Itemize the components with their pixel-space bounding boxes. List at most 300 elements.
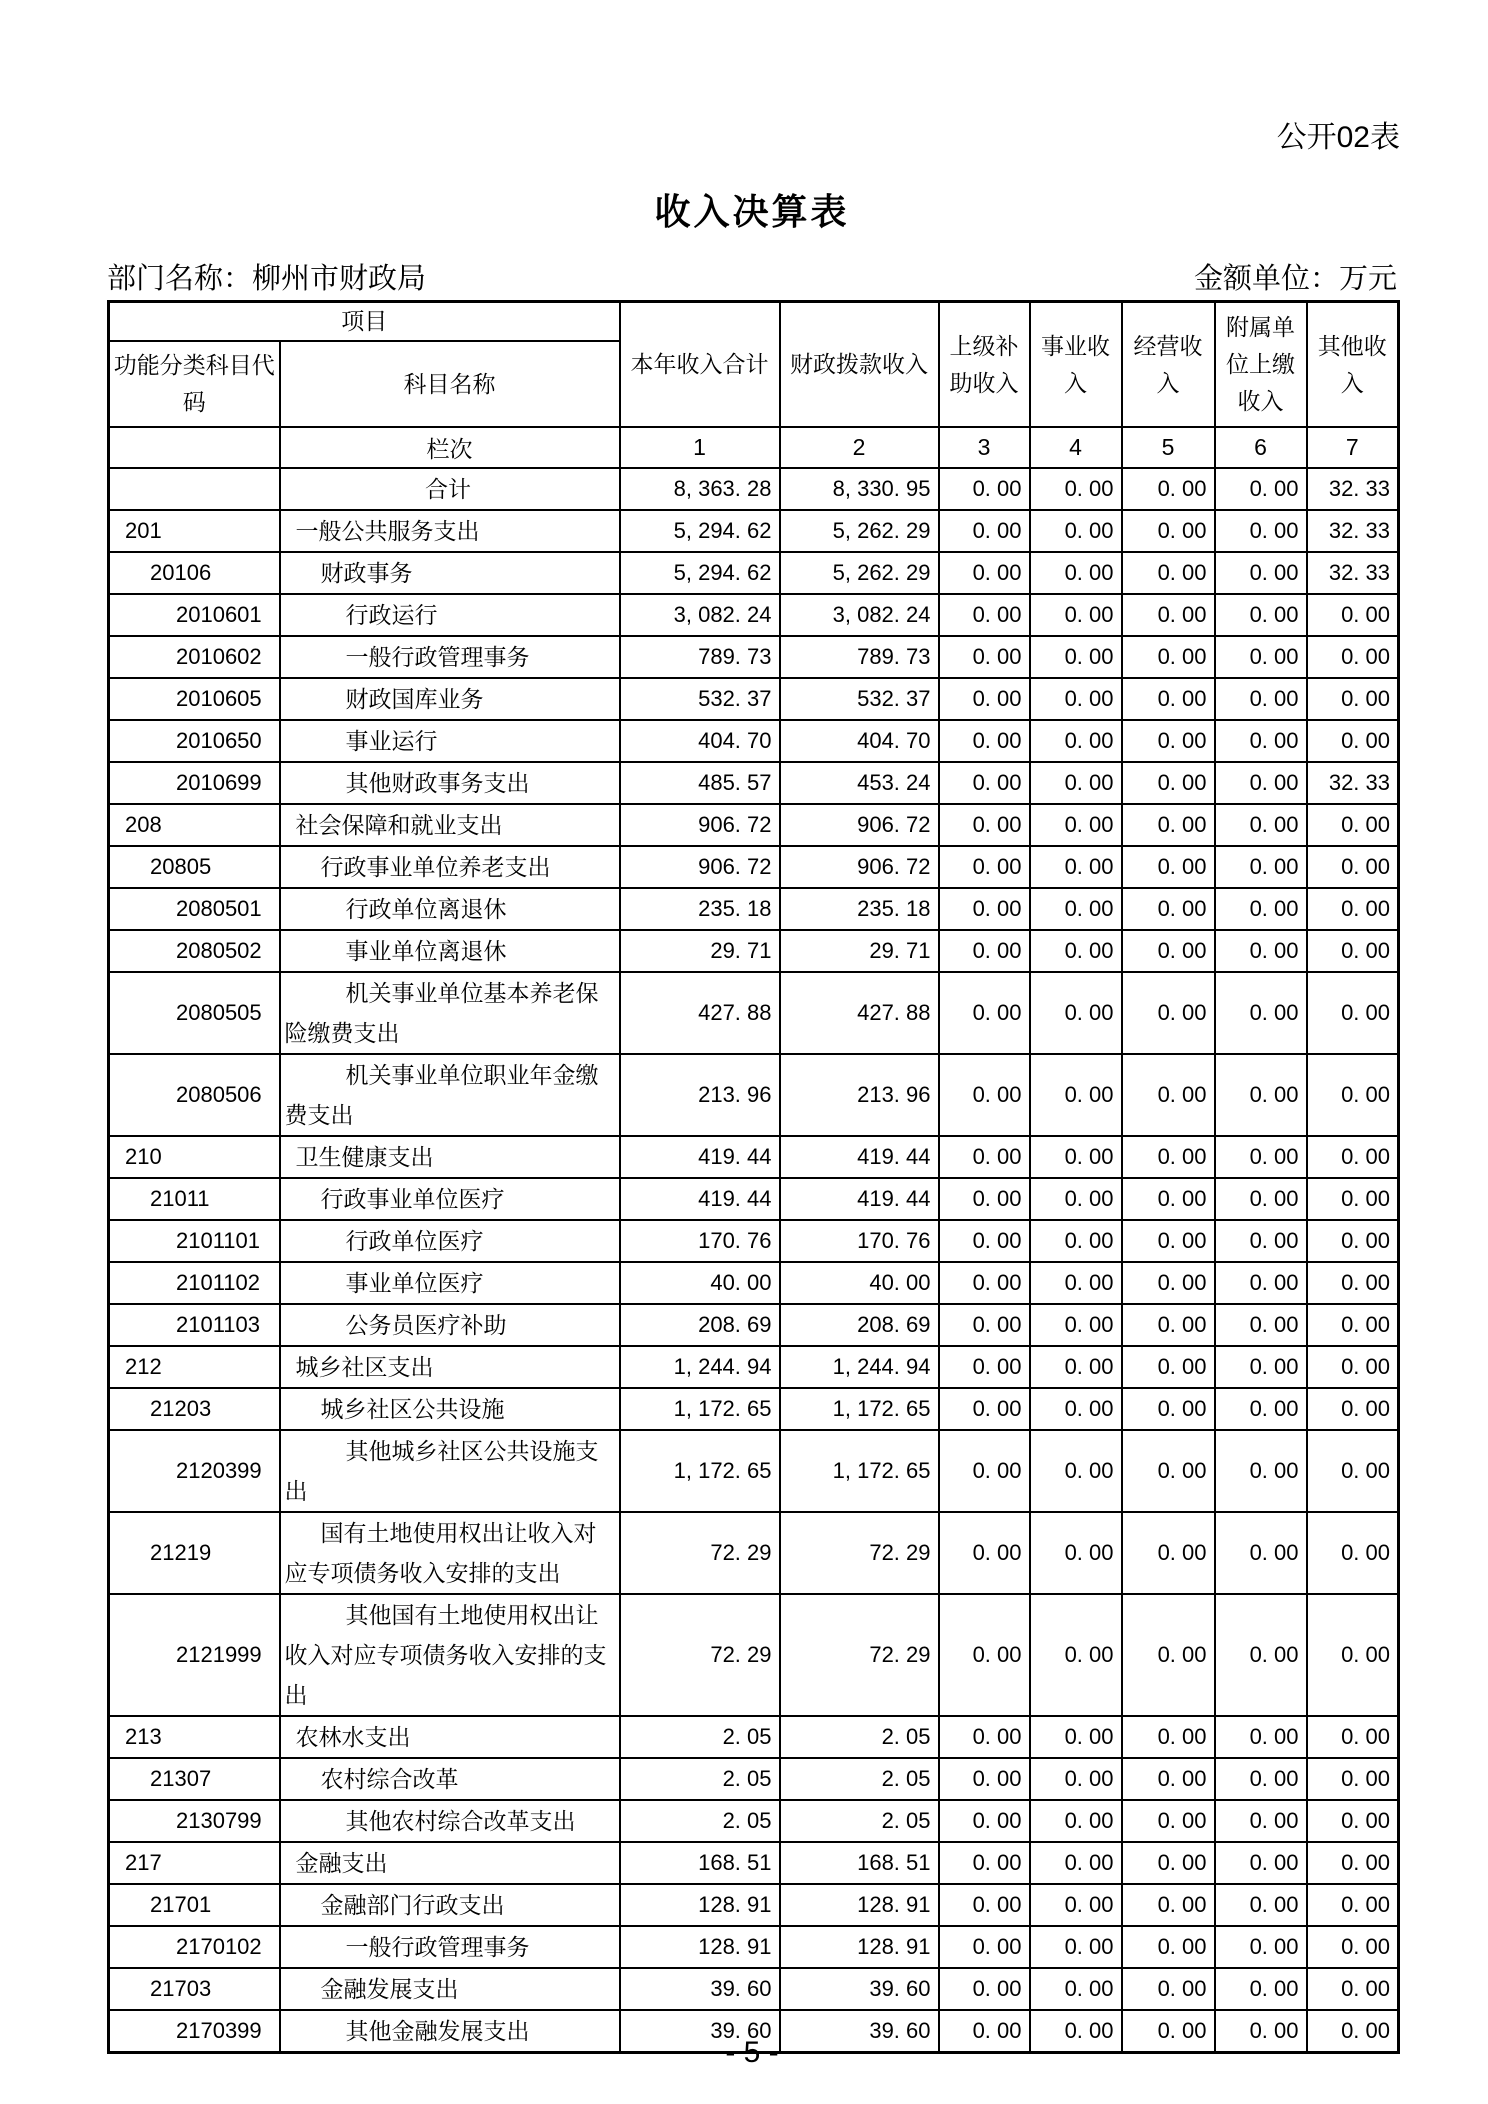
value-cell: 0. 00 (1215, 1926, 1307, 1968)
value-cell: 0. 00 (939, 1842, 1030, 1884)
value-cell: 0. 00 (1215, 930, 1307, 972)
value-cell: 0. 00 (1030, 1262, 1122, 1304)
code-cell: 20805 (109, 846, 280, 888)
value-cell: 0. 00 (1030, 636, 1122, 678)
value-cell: 0. 00 (1030, 1716, 1122, 1758)
value-cell: 0. 00 (939, 762, 1030, 804)
value-cell: 8, 330. 95 (780, 468, 939, 510)
value-cell: 0. 00 (1307, 1926, 1399, 1968)
value-cell: 0. 00 (939, 1800, 1030, 1842)
value-cell: 213. 96 (780, 1054, 939, 1136)
subject-name-cell: 一般公共服务支出 (280, 510, 620, 552)
value-cell: 0. 00 (1215, 1884, 1307, 1926)
col-header-superior-subsidy: 上级补助收入 (939, 302, 1030, 428)
value-cell: 29. 71 (780, 930, 939, 972)
value-cell: 0. 00 (1215, 1842, 1307, 1884)
value-cell: 0. 00 (1307, 720, 1399, 762)
value-cell: 0. 00 (1307, 1716, 1399, 1758)
subject-name-cell: 合计 (280, 468, 620, 510)
value-cell: 0. 00 (1030, 1842, 1122, 1884)
value-cell: 0. 00 (1122, 1430, 1215, 1512)
subject-name-cell: 行政运行 (280, 594, 620, 636)
value-cell: 3, 082. 24 (780, 594, 939, 636)
value-cell: 208. 69 (620, 1304, 780, 1346)
value-cell: 404. 70 (780, 720, 939, 762)
table-row (109, 1430, 1399, 1512)
value-cell: 2. 05 (780, 1758, 939, 1800)
value-cell: 0. 00 (1215, 1304, 1307, 1346)
value-cell: 0. 00 (1307, 972, 1399, 1054)
value-cell: 0. 00 (1030, 594, 1122, 636)
column-number: 5 (1122, 427, 1215, 468)
value-cell: 5, 294. 62 (620, 510, 780, 552)
code-cell: 217 (109, 1842, 280, 1884)
column-number: 1 (620, 427, 780, 468)
value-cell: 0. 00 (1215, 1758, 1307, 1800)
column-number: 6 (1215, 427, 1307, 468)
value-cell: 0. 00 (1122, 1388, 1215, 1430)
value-cell: 0. 00 (1307, 1594, 1399, 1716)
subject-name-header: 科目名称 (280, 341, 620, 427)
value-cell: 2. 05 (620, 1800, 780, 1842)
value-cell: 0. 00 (1215, 1136, 1307, 1178)
subject-name-cell: 公务员医疗补助 (280, 1304, 620, 1346)
value-cell: 906. 72 (620, 846, 780, 888)
value-cell: 0. 00 (1307, 1430, 1399, 1512)
table-row (109, 888, 1399, 930)
project-header: 项目 (109, 302, 620, 342)
value-cell: 0. 00 (1030, 468, 1122, 510)
value-cell: 0. 00 (1307, 1054, 1399, 1136)
value-cell: 1, 244. 94 (620, 1346, 780, 1388)
value-cell: 0. 00 (1215, 1262, 1307, 1304)
subject-name-cell: 行政单位离退休 (280, 888, 620, 930)
value-cell: 0. 00 (1030, 930, 1122, 972)
value-cell: 8, 363. 28 (620, 468, 780, 510)
income-final-accounts-table (107, 300, 1400, 2054)
value-cell: 0. 00 (1215, 720, 1307, 762)
value-cell: 427. 88 (780, 972, 939, 1054)
subject-name-cell: 事业运行 (280, 720, 620, 762)
code-cell: 2170399 (109, 2010, 280, 2053)
value-cell: 0. 00 (1122, 1512, 1215, 1594)
value-cell: 0. 00 (1215, 552, 1307, 594)
value-cell: 2. 05 (780, 1800, 939, 1842)
value-cell: 0. 00 (1215, 468, 1307, 510)
value-cell: 0. 00 (1122, 594, 1215, 636)
value-cell: 0. 00 (939, 930, 1030, 972)
value-cell: 0. 00 (1307, 1262, 1399, 1304)
value-cell: 0. 00 (939, 468, 1030, 510)
value-cell: 0. 00 (1030, 678, 1122, 720)
code-cell: 2101101 (109, 1220, 280, 1262)
value-cell: 0. 00 (1030, 888, 1122, 930)
value-cell: 0. 00 (939, 1884, 1030, 1926)
code-cell: 21203 (109, 1388, 280, 1430)
table-row (109, 930, 1399, 972)
subject-name-cell: 农村综合改革 (280, 1758, 620, 1800)
value-cell: 0. 00 (939, 678, 1030, 720)
table-row (109, 552, 1399, 594)
value-cell: 0. 00 (1122, 678, 1215, 720)
table-row (109, 1716, 1399, 1758)
value-cell: 0. 00 (1307, 1178, 1399, 1220)
table-row (109, 972, 1399, 1054)
value-cell: 0. 00 (1122, 1800, 1215, 1842)
value-cell: 0. 00 (1215, 846, 1307, 888)
code-cell: 2010601 (109, 594, 280, 636)
value-cell: 0. 00 (1122, 1220, 1215, 1262)
subject-name-cell: 一般行政管理事务 (280, 636, 620, 678)
value-cell: 0. 00 (939, 846, 1030, 888)
value-cell: 32. 33 (1307, 552, 1399, 594)
value-cell: 0. 00 (1307, 1968, 1399, 2010)
value-cell: 427. 88 (620, 972, 780, 1054)
value-cell: 0. 00 (939, 1262, 1030, 1304)
lanci-cell: 栏次 (280, 427, 620, 468)
value-cell: 5, 262. 29 (780, 552, 939, 594)
code-cell (109, 468, 280, 510)
table-row (109, 1220, 1399, 1262)
subject-name-cell: 金融支出 (280, 1842, 620, 1884)
value-cell: 0. 00 (1215, 1968, 1307, 2010)
value-cell: 2. 05 (620, 1716, 780, 1758)
value-cell: 0. 00 (1122, 1178, 1215, 1220)
value-cell: 0. 00 (939, 1716, 1030, 1758)
value-cell: 419. 44 (780, 1178, 939, 1220)
value-cell: 0. 00 (1030, 1800, 1122, 1842)
value-cell: 0. 00 (1215, 1178, 1307, 1220)
value-cell: 0. 00 (1030, 1758, 1122, 1800)
subject-name-cell: 社会保障和就业支出 (280, 804, 620, 846)
code-cell: 2170102 (109, 1926, 280, 1968)
subject-name-cell: 其他农村综合改革支出 (280, 1800, 620, 1842)
value-cell: 235. 18 (780, 888, 939, 930)
value-cell: 0. 00 (939, 972, 1030, 1054)
code-cell: 212 (109, 1346, 280, 1388)
value-cell: 0. 00 (1122, 1304, 1215, 1346)
table-row (109, 1926, 1399, 1968)
code-header: 功能分类科目代码 (109, 341, 280, 427)
value-cell: 404. 70 (620, 720, 780, 762)
value-cell: 0. 00 (1215, 636, 1307, 678)
col-header-business-income: 事业收入 (1030, 302, 1122, 428)
value-cell: 32. 33 (1307, 510, 1399, 552)
table-row (109, 1842, 1399, 1884)
value-cell: 0. 00 (939, 1430, 1030, 1512)
value-cell: 0. 00 (1122, 1758, 1215, 1800)
value-cell: 72. 29 (620, 1512, 780, 1594)
department-label: 部门名称：柳州市财政局 (107, 263, 427, 295)
value-cell: 72. 29 (780, 1594, 939, 1716)
subject-name-cell: 城乡社区公共设施 (280, 1388, 620, 1430)
table-row (109, 678, 1399, 720)
value-cell: 0. 00 (1030, 804, 1122, 846)
value-cell: 0. 00 (1307, 1220, 1399, 1262)
code-cell: 21011 (109, 1178, 280, 1220)
code-cell: 21219 (109, 1512, 280, 1594)
code-cell: 210 (109, 1136, 280, 1178)
subject-name-cell: 行政事业单位养老支出 (280, 846, 620, 888)
table-row (109, 510, 1399, 552)
code-cell: 2010605 (109, 678, 280, 720)
column-number-row (109, 427, 1399, 468)
value-cell: 906. 72 (780, 846, 939, 888)
code-cell: 2010699 (109, 762, 280, 804)
value-cell: 0. 00 (1307, 2010, 1399, 2053)
table-row (109, 1054, 1399, 1136)
code-cell: 213 (109, 1716, 280, 1758)
value-cell: 0. 00 (1122, 1594, 1215, 1716)
table-row (109, 468, 1399, 510)
value-cell: 0. 00 (1030, 552, 1122, 594)
column-number: 7 (1307, 427, 1399, 468)
value-cell: 0. 00 (1215, 510, 1307, 552)
value-cell: 0. 00 (939, 594, 1030, 636)
value-cell: 0. 00 (1122, 552, 1215, 594)
value-cell: 0. 00 (1030, 2010, 1122, 2053)
value-cell: 0. 00 (1122, 1136, 1215, 1178)
value-cell: 0. 00 (939, 888, 1030, 930)
value-cell: 0. 00 (939, 2010, 1030, 2053)
value-cell: 419. 44 (620, 1178, 780, 1220)
value-cell: 0. 00 (1122, 468, 1215, 510)
value-cell: 5, 262. 29 (780, 510, 939, 552)
value-cell: 0. 00 (939, 1512, 1030, 1594)
value-cell: 2. 05 (620, 1758, 780, 1800)
value-cell: 0. 00 (1030, 1430, 1122, 1512)
value-cell: 0. 00 (939, 1388, 1030, 1430)
value-cell: 0. 00 (1307, 594, 1399, 636)
value-cell: 0. 00 (1307, 1388, 1399, 1430)
value-cell: 0. 00 (1122, 1346, 1215, 1388)
value-cell: 0. 00 (939, 1594, 1030, 1716)
table-row (109, 1262, 1399, 1304)
value-cell: 0. 00 (1122, 1968, 1215, 2010)
value-cell: 128. 91 (620, 1884, 780, 1926)
table-row (109, 1758, 1399, 1800)
subject-name-cell: 金融发展支出 (280, 1968, 620, 2010)
subject-name-cell: 卫生健康支出 (280, 1136, 620, 1178)
value-cell: 0. 00 (1122, 804, 1215, 846)
value-cell: 0. 00 (1122, 762, 1215, 804)
subject-name-cell: 机关事业单位基本养老保险缴费支出 (280, 972, 620, 1054)
subject-name-cell: 行政事业单位医疗 (280, 1178, 620, 1220)
value-cell: 0. 00 (1030, 510, 1122, 552)
value-cell: 0. 00 (939, 1346, 1030, 1388)
value-cell: 32. 33 (1307, 468, 1399, 510)
table-row (109, 846, 1399, 888)
value-cell: 906. 72 (780, 804, 939, 846)
value-cell: 532. 37 (780, 678, 939, 720)
value-cell: 0. 00 (1122, 1884, 1215, 1926)
value-cell: 0. 00 (939, 1758, 1030, 1800)
value-cell: 0. 00 (1030, 1926, 1122, 1968)
value-cell: 170. 76 (780, 1220, 939, 1262)
value-cell: 0. 00 (939, 1178, 1030, 1220)
code-cell: 2121999 (109, 1594, 280, 1716)
value-cell: 0. 00 (1030, 1884, 1122, 1926)
value-cell: 0. 00 (1030, 1220, 1122, 1262)
column-number: 4 (1030, 427, 1122, 468)
value-cell: 0. 00 (1307, 1842, 1399, 1884)
value-cell: 0. 00 (1215, 888, 1307, 930)
code-cell: 201 (109, 510, 280, 552)
value-cell: 0. 00 (1215, 972, 1307, 1054)
value-cell: 419. 44 (780, 1136, 939, 1178)
table-row (109, 1512, 1399, 1594)
col-header-fiscal-appropriation: 财政拨款收入 (780, 302, 939, 428)
code-cell: 2080501 (109, 888, 280, 930)
value-cell: 0. 00 (1030, 1054, 1122, 1136)
code-cell: 2101102 (109, 1262, 280, 1304)
empty-cell (109, 427, 280, 468)
value-cell: 0. 00 (1215, 1594, 1307, 1716)
subject-name-cell: 城乡社区支出 (280, 1346, 620, 1388)
value-cell: 0. 00 (1307, 804, 1399, 846)
value-cell: 0. 00 (1122, 1716, 1215, 1758)
value-cell: 72. 29 (780, 1512, 939, 1594)
subject-name-cell: 财政国库业务 (280, 678, 620, 720)
code-cell: 21307 (109, 1758, 280, 1800)
value-cell: 0. 00 (1215, 1220, 1307, 1262)
code-cell: 2130799 (109, 1800, 280, 1842)
value-cell: 0. 00 (1215, 1800, 1307, 1842)
value-cell: 0. 00 (1122, 888, 1215, 930)
column-number: 2 (780, 427, 939, 468)
value-cell: 906. 72 (620, 804, 780, 846)
value-cell: 0. 00 (1215, 762, 1307, 804)
value-cell: 0. 00 (1307, 846, 1399, 888)
value-cell: 0. 00 (939, 1968, 1030, 2010)
subject-name-cell: 事业单位离退休 (280, 930, 620, 972)
value-cell: 419. 44 (620, 1136, 780, 1178)
value-cell: 0. 00 (1307, 1884, 1399, 1926)
table-row (109, 1346, 1399, 1388)
value-cell: 32. 33 (1307, 762, 1399, 804)
subject-name-cell: 行政单位医疗 (280, 1220, 620, 1262)
value-cell: 40. 00 (620, 1262, 780, 1304)
value-cell: 3, 082. 24 (620, 594, 780, 636)
value-cell: 0. 00 (1307, 1136, 1399, 1178)
value-cell: 0. 00 (1122, 1054, 1215, 1136)
table-row (109, 1136, 1399, 1178)
value-cell: 0. 00 (1030, 1178, 1122, 1220)
value-cell: 128. 91 (780, 1926, 939, 1968)
value-cell: 0. 00 (939, 636, 1030, 678)
corner-label: 公开02表 (1276, 121, 1400, 154)
value-cell: 0. 00 (1122, 720, 1215, 762)
code-cell: 2080502 (109, 930, 280, 972)
subject-name-cell: 金融部门行政支出 (280, 1884, 620, 1926)
value-cell: 0. 00 (1307, 1346, 1399, 1388)
value-cell: 0. 00 (1030, 846, 1122, 888)
value-cell: 789. 73 (780, 636, 939, 678)
value-cell: 0. 00 (1215, 804, 1307, 846)
value-cell: 0. 00 (1215, 1346, 1307, 1388)
value-cell: 453. 24 (780, 762, 939, 804)
value-cell: 0. 00 (1030, 1388, 1122, 1430)
table-row (109, 1178, 1399, 1220)
table-row (109, 762, 1399, 804)
value-cell: 5, 294. 62 (620, 552, 780, 594)
value-cell: 0. 00 (939, 1304, 1030, 1346)
table-row (109, 636, 1399, 678)
code-cell: 2120399 (109, 1430, 280, 1512)
value-cell: 208. 69 (780, 1304, 939, 1346)
value-cell: 39. 60 (620, 2010, 780, 2053)
value-cell: 1, 172. 65 (780, 1430, 939, 1512)
value-cell: 0. 00 (1030, 720, 1122, 762)
code-cell: 2010650 (109, 720, 280, 762)
value-cell: 0. 00 (1215, 1388, 1307, 1430)
subject-name-cell: 农林水支出 (280, 1716, 620, 1758)
code-cell: 21703 (109, 1968, 280, 2010)
col-header-operating-income: 经营收入 (1122, 302, 1215, 428)
table-row (109, 1304, 1399, 1346)
subject-name-cell: 事业单位医疗 (280, 1262, 620, 1304)
value-cell: 0. 00 (1030, 1512, 1122, 1594)
table-row (109, 1968, 1399, 2010)
value-cell: 0. 00 (1122, 510, 1215, 552)
value-cell: 168. 51 (780, 1842, 939, 1884)
code-cell: 2080506 (109, 1054, 280, 1136)
table-row (109, 594, 1399, 636)
subject-name-cell: 财政事务 (280, 552, 620, 594)
value-cell: 0. 00 (939, 804, 1030, 846)
value-cell: 128. 91 (780, 1884, 939, 1926)
page-number: - 5 - (725, 2036, 779, 2069)
value-cell: 0. 00 (1307, 1800, 1399, 1842)
value-cell: 2. 05 (780, 1716, 939, 1758)
page-title: 收入决算表 (654, 191, 850, 232)
value-cell: 40. 00 (780, 1262, 939, 1304)
table-row (109, 1884, 1399, 1926)
subject-name-cell: 机关事业单位职业年金缴费支出 (280, 1054, 620, 1136)
value-cell: 0. 00 (939, 720, 1030, 762)
col-header-annual-total: 本年收入合计 (620, 302, 780, 428)
value-cell: 0. 00 (1030, 1968, 1122, 2010)
value-cell: 0. 00 (1307, 888, 1399, 930)
value-cell: 0. 00 (1030, 972, 1122, 1054)
subject-name-cell: 其他财政事务支出 (280, 762, 620, 804)
value-cell: 213. 96 (620, 1054, 780, 1136)
value-cell: 0. 00 (1307, 636, 1399, 678)
value-cell: 0. 00 (939, 1054, 1030, 1136)
subject-name-cell: 其他国有土地使用权出让收入对应专项债务收入安排的支出 (280, 1594, 620, 1716)
value-cell: 0. 00 (1307, 678, 1399, 720)
value-cell: 39. 60 (780, 1968, 939, 2010)
value-cell: 168. 51 (620, 1842, 780, 1884)
table-row (109, 1594, 1399, 1716)
subject-name-cell: 一般行政管理事务 (280, 1926, 620, 1968)
value-cell: 235. 18 (620, 888, 780, 930)
value-cell: 0. 00 (1030, 1594, 1122, 1716)
value-cell: 0. 00 (1122, 972, 1215, 1054)
table-row (109, 1800, 1399, 1842)
subject-name-cell: 其他城乡社区公共设施支出 (280, 1430, 620, 1512)
value-cell: 485. 57 (620, 762, 780, 804)
col-header-affiliated-remit: 附属单位上缴收入 (1215, 302, 1307, 428)
value-cell: 0. 00 (1215, 2010, 1307, 2053)
value-cell: 39. 60 (780, 2010, 939, 2053)
value-cell: 0. 00 (1307, 1304, 1399, 1346)
value-cell: 0. 00 (939, 510, 1030, 552)
subject-name-cell: 国有土地使用权出让收入对应专项债务收入安排的支出 (280, 1512, 620, 1594)
value-cell: 1, 244. 94 (780, 1346, 939, 1388)
value-cell: 0. 00 (1307, 930, 1399, 972)
value-cell: 0. 00 (1215, 1512, 1307, 1594)
